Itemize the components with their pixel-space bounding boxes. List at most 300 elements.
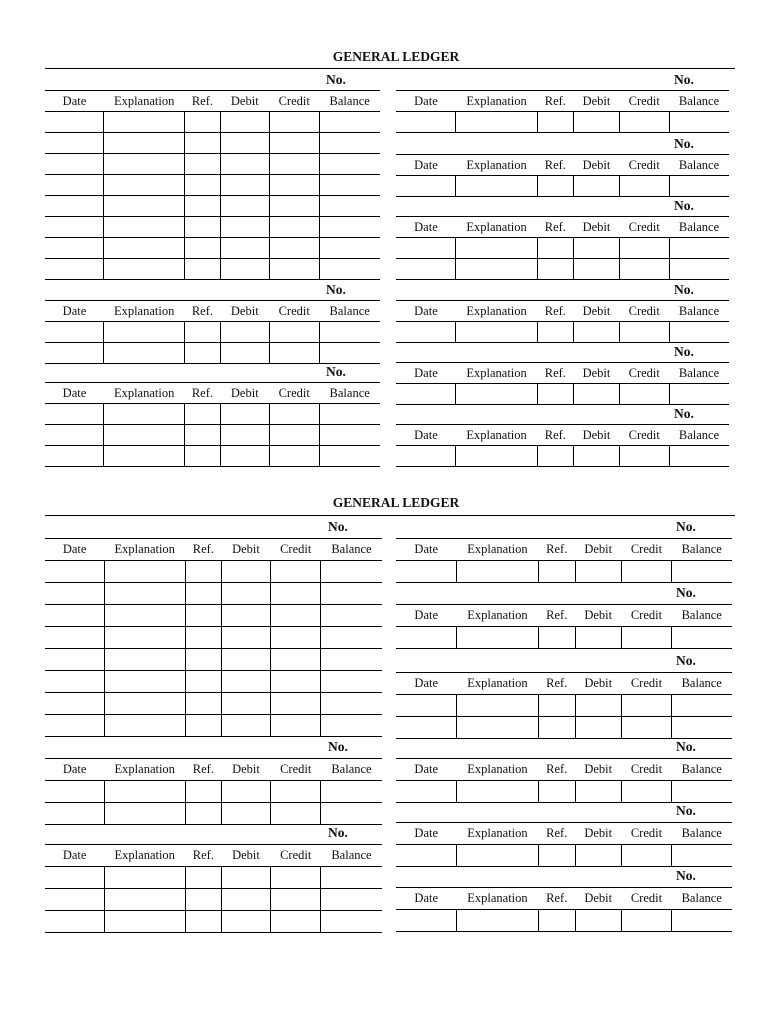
column-header-balance: Balance [671,605,732,627]
entry-cell-balance[interactable] [319,133,380,154]
entry-cell-explanation[interactable] [456,910,538,932]
entry-cell-explanation[interactable] [104,259,184,280]
entry-cell-ref[interactable] [185,561,221,583]
column-header-ref: Ref. [538,888,575,910]
entry-cell-debit[interactable] [575,561,621,583]
entry-cell-date[interactable] [396,322,456,343]
header-row [45,383,380,404]
column-header-debit: Debit [573,363,619,384]
entry-cell-balance[interactable] [319,217,380,238]
entry-cell-date[interactable] [45,781,104,803]
entry-cell-debit[interactable] [222,561,271,583]
entry-cell-balance[interactable] [319,446,380,467]
entry-cell-ref[interactable] [538,695,575,717]
entry-cell-credit[interactable] [269,217,319,238]
entry-cell-credit[interactable] [621,695,671,717]
entry-cell-ref[interactable] [185,627,221,649]
entry-cell-debit[interactable] [221,259,270,280]
entry-cell-ref[interactable] [184,259,220,280]
entry-cell-balance[interactable] [319,404,380,425]
entry-cell-ref[interactable] [538,561,575,583]
header-row [396,425,729,446]
column-header-credit: Credit [621,888,671,910]
entry-cell-credit[interactable] [619,446,669,467]
entry-cell-date[interactable] [45,217,104,238]
ledger-account [396,279,729,342]
entry-cell-debit[interactable] [573,238,619,259]
entry-cell-explanation[interactable] [104,715,185,737]
ledger-account [396,133,729,196]
entry-cell-balance[interactable] [321,781,382,803]
entry-cell-date[interactable] [45,715,104,737]
column-header-ref: Ref. [184,91,220,112]
account-number-label: No. [326,282,346,297]
entry-cell-debit[interactable] [222,649,271,671]
column-header-ref: Ref. [185,759,221,781]
entry-cell-date[interactable] [45,561,104,583]
entry-cell-ref[interactable] [185,693,221,715]
entry-cell-balance[interactable] [321,671,382,693]
entry-cell-date[interactable] [45,605,104,627]
entry-cell-explanation[interactable] [456,384,537,405]
entry-cell-credit[interactable] [270,693,321,715]
entry-cell-explanation[interactable] [104,217,184,238]
entry-cell-credit[interactable] [619,259,669,280]
entry-cell-date[interactable] [396,446,456,467]
entry-row [396,627,732,649]
entry-cell-debit[interactable] [222,605,271,627]
entry-cell-explanation[interactable] [104,446,184,467]
entry-cell-ref[interactable] [537,112,573,133]
account-number-label: No. [674,72,694,87]
entry-cell-balance[interactable] [669,322,729,343]
entry-cell-date[interactable] [396,695,456,717]
header-row [45,301,380,322]
entry-cell-balance[interactable] [669,446,729,467]
entry-cell-date[interactable] [396,561,456,583]
column-header-explanation: Explanation [456,888,538,910]
entry-cell-explanation[interactable] [104,911,185,933]
entry-cell-date[interactable] [396,910,456,932]
entry-cell-ref[interactable] [184,425,220,446]
ledger-table [396,822,732,867]
entry-cell-balance[interactable] [321,911,382,933]
column-header-explanation: Explanation [456,605,538,627]
entry-row [45,649,382,671]
column-header-credit: Credit [269,91,319,112]
entry-cell-explanation[interactable] [456,238,537,259]
entry-cell-credit[interactable] [269,322,319,343]
entry-cell-credit[interactable] [269,175,319,196]
page-title: GENERAL LEDGER [332,49,460,64]
entry-cell-credit[interactable] [270,627,321,649]
entry-cell-debit[interactable] [222,715,271,737]
column-header-ref: Ref. [185,845,221,867]
entry-cell-debit[interactable] [221,154,270,175]
entry-cell-credit[interactable] [269,446,319,467]
entry-cell-balance[interactable] [671,695,732,717]
header-row [45,845,382,867]
entry-cell-ref[interactable] [184,133,220,154]
entry-cell-balance[interactable] [319,175,380,196]
entry-cell-balance[interactable] [321,889,382,911]
entry-cell-date[interactable] [45,911,104,933]
entry-cell-explanation[interactable] [104,649,185,671]
column-header-date: Date [396,91,456,112]
entry-cell-ref[interactable] [537,176,573,197]
entry-cell-debit[interactable] [573,112,619,133]
entry-cell-credit[interactable] [270,889,321,911]
entry-cell-balance[interactable] [671,627,732,649]
entry-cell-debit[interactable] [221,425,270,446]
entry-row [396,112,729,133]
entry-cell-balance[interactable] [321,649,382,671]
column-header-debit: Debit [573,155,619,176]
entry-cell-credit[interactable] [619,176,669,197]
column-header-credit: Credit [269,301,319,322]
entry-cell-ref[interactable] [184,446,220,467]
entry-cell-balance[interactable] [321,627,382,649]
entry-cell-ref[interactable] [184,404,220,425]
entry-cell-ref[interactable] [184,196,220,217]
entry-cell-balance[interactable] [319,196,380,217]
entry-cell-explanation[interactable] [104,693,185,715]
entry-cell-balance[interactable] [319,154,380,175]
entry-cell-explanation[interactable] [456,695,538,717]
entry-cell-explanation[interactable] [104,133,184,154]
entry-cell-explanation[interactable] [104,627,185,649]
entry-cell-debit[interactable] [575,910,621,932]
entry-cell-debit[interactable] [575,695,621,717]
entry-cell-explanation[interactable] [456,446,537,467]
entry-cell-credit[interactable] [269,154,319,175]
ledger-account [396,865,732,931]
column-header-debit: Debit [575,759,621,781]
entry-cell-date[interactable] [45,649,104,671]
entry-cell-explanation[interactable] [456,259,537,280]
entry-cell-explanation[interactable] [456,112,537,133]
ledger-account [45,516,382,736]
entry-cell-debit[interactable] [573,384,619,405]
column-header-balance: Balance [319,383,380,404]
entry-cell-ref[interactable] [537,238,573,259]
entry-row [45,867,382,889]
entry-cell-explanation[interactable] [456,561,538,583]
entry-cell-balance[interactable] [669,259,729,280]
column-header-date: Date [45,539,104,561]
entry-cell-debit[interactable] [573,446,619,467]
entry-cell-ref[interactable] [537,446,573,467]
entry-cell-date[interactable] [45,627,104,649]
entry-cell-explanation[interactable] [104,112,184,133]
entry-cell-balance[interactable] [319,425,380,446]
entry-cell-balance[interactable] [319,112,380,133]
column-header-debit: Debit [222,539,271,561]
column-header-credit: Credit [621,823,671,845]
entry-cell-balance[interactable] [669,238,729,259]
entry-cell-credit[interactable] [269,196,319,217]
entry-cell-debit[interactable] [222,583,271,605]
column-header-date: Date [396,217,456,238]
entry-cell-debit[interactable] [221,404,270,425]
entry-cell-debit[interactable] [222,867,271,889]
ledger-table [396,154,729,197]
entry-cell-date[interactable] [45,259,104,280]
entry-cell-credit[interactable] [270,605,321,627]
entry-cell-debit[interactable] [575,845,621,867]
entry-cell-explanation[interactable] [104,889,185,911]
entry-row [396,238,729,259]
entry-cell-ref[interactable] [185,715,221,737]
column-header-ref: Ref. [537,425,573,446]
column-header-date: Date [396,888,456,910]
entry-cell-debit[interactable] [221,238,270,259]
column-header-credit: Credit [270,759,321,781]
entry-cell-ref[interactable] [538,627,575,649]
entry-cell-balance[interactable] [671,561,732,583]
entry-cell-credit[interactable] [270,781,321,803]
column-header-credit: Credit [619,217,669,238]
column-header-balance: Balance [669,155,729,176]
entry-cell-credit[interactable] [270,561,321,583]
entry-cell-date[interactable] [45,446,104,467]
entry-cell-ref[interactable] [184,154,220,175]
column-header-date: Date [396,363,456,384]
entry-cell-debit[interactable] [221,446,270,467]
entry-cell-explanation[interactable] [104,671,185,693]
entry-cell-debit[interactable] [222,693,271,715]
entry-cell-ref[interactable] [537,259,573,280]
account-number-label: No. [328,825,348,840]
entry-cell-date[interactable] [396,112,456,133]
column-header-explanation: Explanation [456,217,537,238]
entry-cell-balance[interactable] [321,583,382,605]
entry-cell-ref[interactable] [184,238,220,259]
entry-cell-date[interactable] [396,238,456,259]
entry-cell-date[interactable] [396,627,456,649]
entry-cell-explanation[interactable] [456,176,537,197]
entry-cell-credit[interactable] [621,561,671,583]
ledger-account [45,69,380,279]
entry-cell-ref[interactable] [185,867,221,889]
entry-cell-debit[interactable] [221,133,270,154]
entry-cell-debit[interactable] [573,259,619,280]
entry-cell-debit[interactable] [222,889,271,911]
entry-cell-credit[interactable] [619,322,669,343]
entry-cell-credit[interactable] [270,583,321,605]
entry-cell-ref[interactable] [185,671,221,693]
column-header-credit: Credit [619,301,669,322]
column-header-balance: Balance [321,539,382,561]
column-header-ref: Ref. [538,539,575,561]
entry-cell-ref[interactable] [185,605,221,627]
entry-cell-credit[interactable] [621,845,671,867]
column-header-balance: Balance [669,363,729,384]
entry-row [45,112,380,133]
entry-cell-debit[interactable] [573,176,619,197]
entry-cell-debit[interactable] [221,322,270,343]
entry-cell-ref[interactable] [538,845,575,867]
ledger-table [396,538,732,583]
ledger-table [45,300,380,364]
entry-cell-balance[interactable] [671,845,732,867]
column-header-credit: Credit [621,673,671,695]
ledger-table [396,424,729,467]
entry-cell-credit[interactable] [270,715,321,737]
column-header-explanation: Explanation [104,539,185,561]
entry-cell-credit[interactable] [269,259,319,280]
entry-cell-explanation[interactable] [104,238,184,259]
entry-cell-balance[interactable] [321,715,382,737]
column-header-debit: Debit [575,888,621,910]
entry-cell-ref[interactable] [184,217,220,238]
header-row [45,539,382,561]
entry-cell-ref[interactable] [185,649,221,671]
entry-cell-credit[interactable] [621,910,671,932]
entry-cell-ref[interactable] [185,583,221,605]
entry-cell-balance[interactable] [321,605,382,627]
entry-cell-explanation[interactable] [104,154,184,175]
column-header-date: Date [396,605,456,627]
column-header-ref: Ref. [538,605,575,627]
entry-cell-debit[interactable] [221,217,270,238]
entry-cell-debit[interactable] [221,175,270,196]
entry-cell-ref[interactable] [184,175,220,196]
entry-cell-credit[interactable] [269,133,319,154]
entry-cell-explanation[interactable] [104,605,185,627]
column-header-ref: Ref. [537,155,573,176]
entry-cell-explanation[interactable] [104,561,185,583]
entry-cell-explanation[interactable] [104,175,184,196]
entry-cell-balance[interactable] [669,384,729,405]
entry-cell-ref[interactable] [185,911,221,933]
entry-cell-explanation[interactable] [104,781,185,803]
entry-cell-explanation[interactable] [456,627,538,649]
entry-cell-date[interactable] [45,133,104,154]
entry-cell-credit[interactable] [270,649,321,671]
entry-cell-explanation[interactable] [456,322,537,343]
entry-cell-ref[interactable] [185,889,221,911]
entry-cell-balance[interactable] [669,176,729,197]
entry-cell-explanation[interactable] [104,196,184,217]
entry-cell-date[interactable] [45,238,104,259]
column-header-explanation: Explanation [456,425,537,446]
entry-cell-date[interactable] [45,196,104,217]
entry-cell-date[interactable] [45,404,104,425]
entry-row [45,561,382,583]
entry-cell-explanation[interactable] [104,322,184,343]
ledger-account [396,403,729,466]
entry-cell-debit[interactable] [573,322,619,343]
entry-cell-balance[interactable] [321,867,382,889]
entry-row [45,425,380,446]
entry-cell-date[interactable] [45,425,104,446]
header-row [396,363,729,384]
entry-cell-credit[interactable] [269,112,319,133]
entry-cell-balance[interactable] [321,693,382,715]
entry-cell-balance[interactable] [321,561,382,583]
entry-cell-date[interactable] [45,867,104,889]
entry-cell-debit[interactable] [221,196,270,217]
entry-cell-debit[interactable] [221,112,270,133]
entry-cell-date[interactable] [45,583,104,605]
column-header-explanation: Explanation [104,91,184,112]
ledger-table [396,216,729,280]
entry-cell-date[interactable] [45,175,104,196]
header-row [45,759,382,781]
entry-cell-credit[interactable] [619,238,669,259]
entry-cell-date[interactable] [45,889,104,911]
entry-cell-credit[interactable] [270,867,321,889]
entry-cell-credit[interactable] [269,238,319,259]
entry-cell-explanation[interactable] [104,583,185,605]
entry-cell-credit[interactable] [269,404,319,425]
entry-cell-debit[interactable] [222,911,271,933]
account-number-label: No. [674,344,694,359]
entry-cell-date[interactable] [45,112,104,133]
column-header-ref: Ref. [184,383,220,404]
entry-row [45,627,382,649]
entry-cell-date[interactable] [45,693,104,715]
column-header-explanation: Explanation [456,363,537,384]
entry-cell-credit[interactable] [619,112,669,133]
entry-cell-debit[interactable] [222,671,271,693]
entry-cell-debit[interactable] [222,781,271,803]
column-header-credit: Credit [621,759,671,781]
column-header-debit: Debit [575,539,621,561]
entry-cell-credit[interactable] [619,384,669,405]
column-header-debit: Debit [573,217,619,238]
entry-cell-ref[interactable] [537,322,573,343]
entry-cell-explanation[interactable] [104,404,184,425]
entry-cell-balance[interactable] [319,322,380,343]
entry-cell-ref[interactable] [184,322,220,343]
header-row [396,673,732,695]
entry-cell-explanation[interactable] [104,867,185,889]
entry-cell-date[interactable] [396,176,456,197]
entry-cell-credit[interactable] [269,425,319,446]
entry-cell-ref[interactable] [537,384,573,405]
entry-cell-balance[interactable] [319,259,380,280]
account-number-label: No. [674,136,694,151]
entry-cell-date[interactable] [396,845,456,867]
entry-cell-date[interactable] [396,384,456,405]
entry-cell-date[interactable] [45,322,104,343]
entry-cell-explanation[interactable] [104,425,184,446]
entry-cell-credit[interactable] [621,627,671,649]
ledger-table [396,672,732,739]
entry-cell-date[interactable] [45,154,104,175]
entry-cell-ref[interactable] [185,781,221,803]
entry-cell-balance[interactable] [669,112,729,133]
entry-cell-debit[interactable] [575,627,621,649]
entry-cell-explanation[interactable] [456,845,538,867]
entry-cell-credit[interactable] [270,911,321,933]
entry-cell-date[interactable] [45,671,104,693]
column-header-ref: Ref. [537,91,573,112]
entry-cell-debit[interactable] [222,627,271,649]
column-header-balance: Balance [319,91,380,112]
entry-cell-date[interactable] [396,259,456,280]
entry-cell-credit[interactable] [270,671,321,693]
entry-cell-balance[interactable] [319,238,380,259]
entry-cell-ref[interactable] [538,910,575,932]
account-number-label: No. [676,519,696,534]
entry-cell-balance[interactable] [671,910,732,932]
entry-cell-ref[interactable] [184,112,220,133]
column-header-date: Date [396,823,456,845]
column-header-balance: Balance [669,217,729,238]
